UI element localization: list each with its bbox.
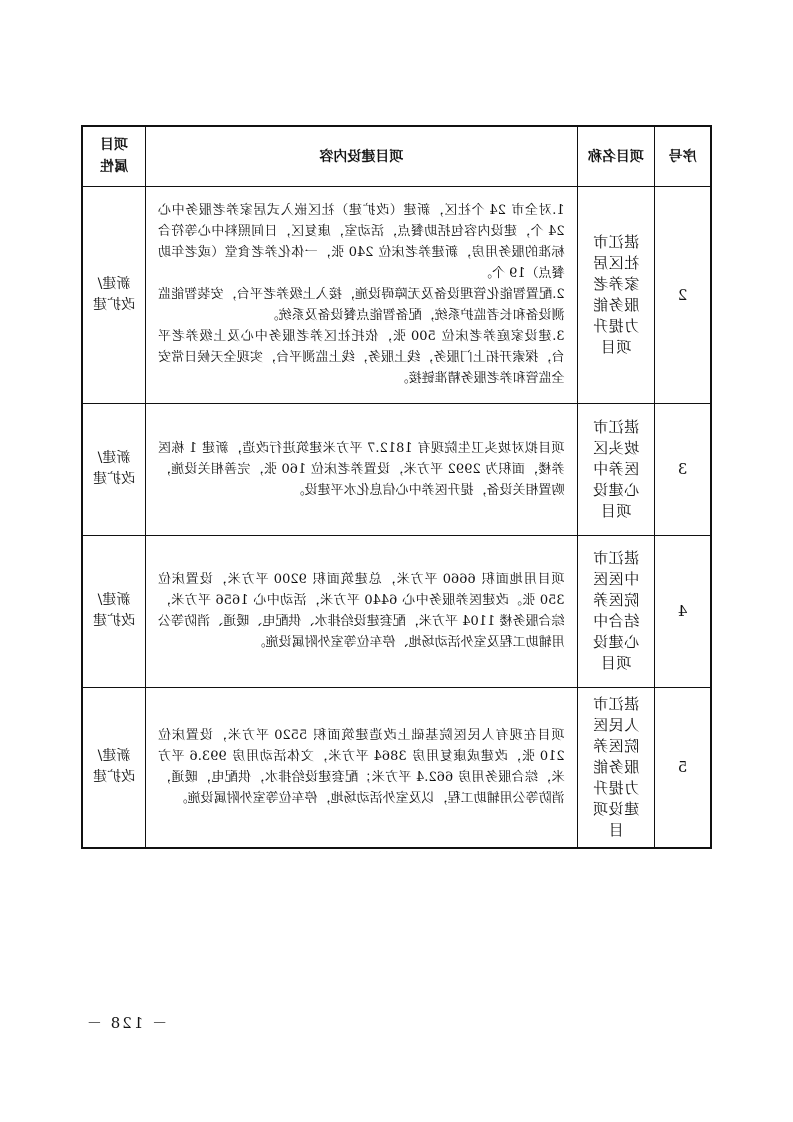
project-name-cell [577, 403, 654, 535]
content-paragraph: 项目用地面积 6660 平方米，总建筑面积 9200 平方米，设置床位 350 张。改建医养服务中心 6440 平方米，活动中心 1656 平方米，综合服务楼 1104 平方米，配套建设给排水、供配电、暖通、消防等公用辅助工程及室外活动场地、停车位等室外附属设施。 [157, 572, 565, 650]
header-no: 序号 [655, 126, 711, 186]
page-number: － 128 － [84, 1014, 168, 1032]
project-name: 湛江市社区居家养老服务能力提升项目 [592, 232, 640, 356]
row-number: 3 [655, 403, 711, 535]
header-name: 项目名称 [577, 126, 654, 186]
project-attribute: 新建/改扩建 [92, 592, 135, 629]
content-paragraph: 3.建设家庭养老床位 500 张，依托社区养老服务中心及上级养老平台，探索开拓上门服务，线上服务，线上监测平台，实现全天候日常安全监管和养老服务精准链接。 [157, 329, 565, 386]
content-paragraph: 2.配置智能化管理设备及无障碍设施，接入上级养老平台，安装智能监测设备和长者监护系统，配备智能点餐设备及系统。 [157, 287, 565, 323]
header-attribute [82, 126, 145, 186]
content-paragraph: 项目在现有人民医院基础上改造建筑面积 5520 平方米，设置床位 210 张，改建成康复用房 3864 平方米，文体活动用房 993.6 平方米，综合服务用房 662.4 平方米；配套建设给排水，供配电，暖通，消防等公用辅助工程，以及室外活动场地，停车位等室外附属设施。 [157, 728, 565, 807]
project-name: 湛江市人民医院医养服务能力提升建设项目 [592, 694, 640, 839]
project-attribute-cell [82, 687, 145, 848]
content-paragraph: 项目拟对坡头卫生院现有 1812.7 平方米建筑进行改造，新建 1 栋医养楼，面积为 2992 平方米，设置养老床位 160 张，完善相关设施，购置相关设备，提升医养中心信息化水平建设。 [157, 440, 565, 498]
project-name: 湛江市坡头区医养中心建设项目 [592, 417, 640, 520]
project-attribute-cell [82, 535, 145, 687]
project-attribute: 新建/改扩建 [92, 450, 135, 487]
table-row [82, 687, 711, 848]
project-name-cell [577, 535, 654, 687]
project-attribute: 新建/改扩建 [92, 275, 135, 313]
row-number: 5 [655, 687, 711, 848]
table-header-row [82, 126, 711, 186]
row-number: 4 [655, 535, 711, 687]
project-content-cell [145, 403, 577, 535]
row-number: 2 [655, 186, 711, 403]
header-content: 项目建设内容 [145, 126, 577, 186]
project-name-cell [577, 186, 654, 403]
project-content-cell [145, 186, 577, 403]
project-attribute-cell [82, 403, 145, 535]
project-name: 湛江市中医医院医养结合中心建设项目 [592, 549, 640, 672]
header-attribute-label: 项目属性 [99, 137, 128, 176]
table-row [82, 403, 711, 535]
project-content-cell [145, 687, 577, 848]
project-content-cell [145, 535, 577, 687]
content-paragraph: 1.对全市 24 个社区，新建（改扩建）社区嵌入式居家养老服务中心 24 个，建设内容包括助餐点，活动室，康复区，日间照料中心等符合标准的服务用房，新建养老床位 240 张，一体化养老食堂（或老年助餐点）19 个。 [157, 203, 565, 281]
project-attribute-cell [82, 186, 145, 403]
project-table [81, 125, 712, 849]
project-name-cell [577, 687, 654, 848]
table-row [82, 186, 711, 403]
project-attribute: 新建/改扩建 [92, 748, 135, 786]
table-row [82, 535, 711, 687]
